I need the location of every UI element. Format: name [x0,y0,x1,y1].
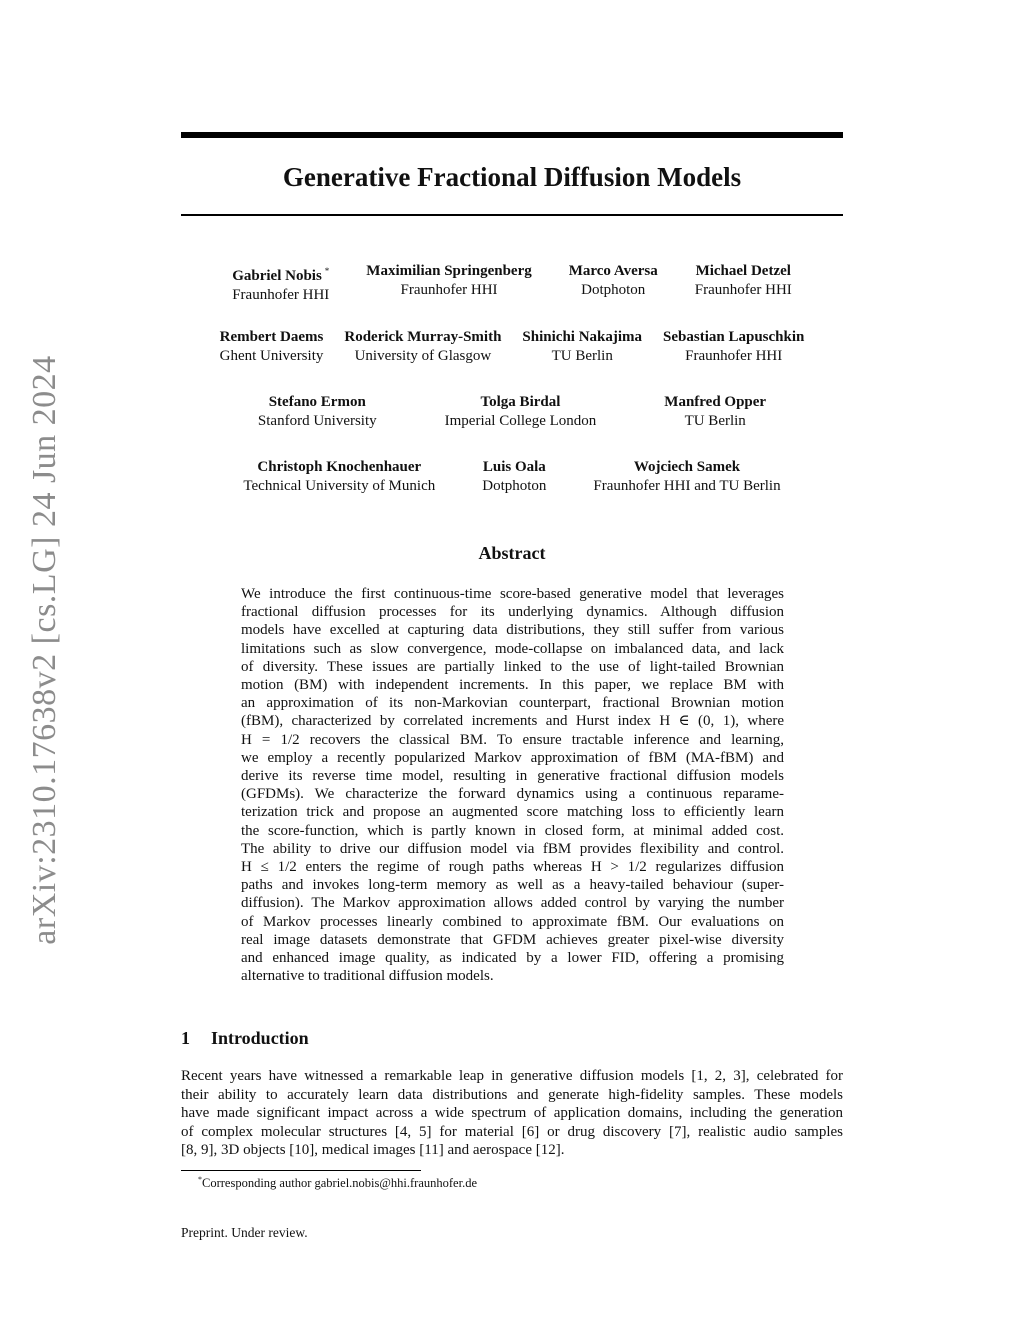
footnote-rule [181,1170,421,1171]
abstract-line: fractional diffusion processes for its underlying dynamics. Although diffusion [241,604,784,621]
abstract-line: The ability to drive our diffusion model via fBM provides flexibility and control. [241,840,784,857]
author-name: Manfred Opper [664,394,767,410]
author-name: Christoph Knochenhauer [257,459,422,475]
introduction-body [181,1067,843,1160]
abstract-line: an approximation of its non-Markovian counterpart, fractional Brownian motion [241,695,784,712]
author-block [445,393,597,431]
section-number: 1 [181,1028,190,1048]
author-name: Maximilian Springenberg [366,263,532,279]
abstract-line: of diversity. These issues are partially linked to the use of light-tailed Brownian [241,658,784,675]
abstract-line: limitations such as slow convergence, mode-collapse on imbalanced data, and lack [241,640,784,657]
abstract-heading: Abstract [478,543,546,563]
author-affiliation: Dotphoton [482,478,547,494]
author-name: Luis Oala [482,459,546,475]
abstract-body [241,585,784,985]
preprint-notice: Preprint. Under review. [181,1225,308,1240]
author-row-2 [181,328,843,366]
section-heading-introduction [181,1028,309,1049]
abstract-line: derive its reverse time model, resulting in generative fractional diffusion models [241,768,784,785]
abstract-line: of Markov processes linearly combined to approximate fBM. Our evaluations on [241,913,784,930]
abstract-line: motion (BM) with independent increments. In this paper, we replace BM with [241,677,784,694]
body-line: of complex molecular structures [4, 5] for material [6] or drug discovery [7], realistic audio samples [181,1123,843,1140]
abstract-line: we employ a recently popularized Markov approximation of fBM (MA-fBM) and [241,749,784,766]
author-affiliation: Fraunhofer HHI [232,287,330,303]
abstract-line: (fBM), characterized by correlated increments and Hurst index H ∈ (0, 1), where [241,713,784,730]
author-block [695,262,792,305]
footnote [198,1175,477,1191]
footnote-text: Corresponding author gabriel.nobis@hhi.fraunhofer.de [202,1176,477,1191]
author-block [220,328,324,366]
author-block [482,458,546,496]
author-block [258,393,377,431]
author-name: Marco Aversa [568,263,658,279]
section-title: Introduction [211,1028,309,1048]
abstract-line: H ≤ 1/2 enters the regime of rough paths whereas H > 1/2 regularizes diffusion [241,859,784,876]
author-affiliation: TU Berlin [551,348,613,364]
author-affiliation: Dotphoton [581,282,646,298]
author-name: Stefano Ermon [268,394,366,410]
author-affiliation: Ghent University [219,348,324,364]
title-top-rule [181,132,843,138]
abstract-line: real image datasets demonstrate that GFDM achieves greater pixel-wise diversity [241,931,784,948]
body-line: have made significant impact across a wide spectrum of application domains, including the generation [181,1105,843,1122]
author-name: Roderick Murray-Smith [344,329,502,345]
author-row-4 [181,458,843,496]
arxiv-identifier-stamp: arXiv:2310.17638v2 [cs.LG] 24 Jun 2024 [26,355,63,945]
author-name: Gabriel Nobis * [232,266,330,284]
author-affiliation: Stanford University [257,413,377,429]
author-block [569,262,658,305]
author-row-1 [181,262,843,305]
author-name: Sebastian Lapuschkin [663,329,805,345]
author-block [664,393,766,431]
author-row-3 [181,393,843,431]
author-name: Tolga Birdal [480,394,561,410]
author-affiliation: Fraunhofer HHI and TU Berlin [593,478,781,494]
abstract-line: (GFDMs). We characterize the forward dynamics using a continuous reparame- [241,786,784,803]
abstract-line: models have excelled at capturing data distributions, they still suffer from various [241,622,784,639]
author-name: Michael Detzel [695,263,791,279]
corresponding-author-marker: * [324,266,330,276]
title-bottom-rule [181,214,843,216]
author-affiliation: Fraunhofer HHI [400,282,498,298]
abstract-line: We introduce the first continuous-time score-based generative model that leverages [241,586,784,602]
body-line: Recent years have witnessed a remarkable leap in generative diffusion models [1, 2, 3], celebrated for [181,1068,843,1084]
abstract-line: the score-function, which is partly known in closed form, at minimal added cost. [241,822,784,839]
author-block [663,328,804,366]
footnote-marker: * [198,1175,202,1184]
abstract-line: alternative to traditional diffusion models. [241,968,494,985]
author-name: Wojciech Samek [633,459,741,475]
abstract-line: terization trick and propose an augmented score matching loss to efficiently learn [241,804,784,821]
abstract-line: H = 1/2 recovers the classical BM. To ensure tractable inference and learning, [241,731,784,748]
author-name: Shinichi Nakajima [522,329,643,345]
author-affiliation: Fraunhofer HHI [694,282,792,298]
author-block [232,262,329,305]
abstract-line: paths and invokes long-term memory as well as a heavy-tailed behaviour (super- [241,877,784,894]
abstract-line: and enhanced image quality, as indicated by a lower FID, offering a promising [241,950,784,967]
author-affiliation: Imperial College London [444,413,597,429]
author-block [344,328,501,366]
body-line: their ability to accurately learn data distributions and generate high-fidelity samples. These models [181,1086,843,1103]
author-block [243,458,435,496]
author-affiliation: Fraunhofer HHI [685,348,783,364]
paper-title: Generative Fractional Diffusion Models [282,162,742,192]
abstract-line: diffusion). The Markov approximation allows added control by varying the number [241,895,784,912]
author-block [593,458,780,496]
body-line: [8, 9], 3D objects [10], medical images [11] and aerospace [12]. [181,1142,565,1159]
author-block [522,328,642,366]
author-block [366,262,531,305]
author-name: Rembert Daems [219,329,324,345]
author-affiliation: University of Glasgow [354,348,492,364]
author-affiliation: Technical University of Munich [243,478,436,494]
author-affiliation: TU Berlin [684,413,746,429]
